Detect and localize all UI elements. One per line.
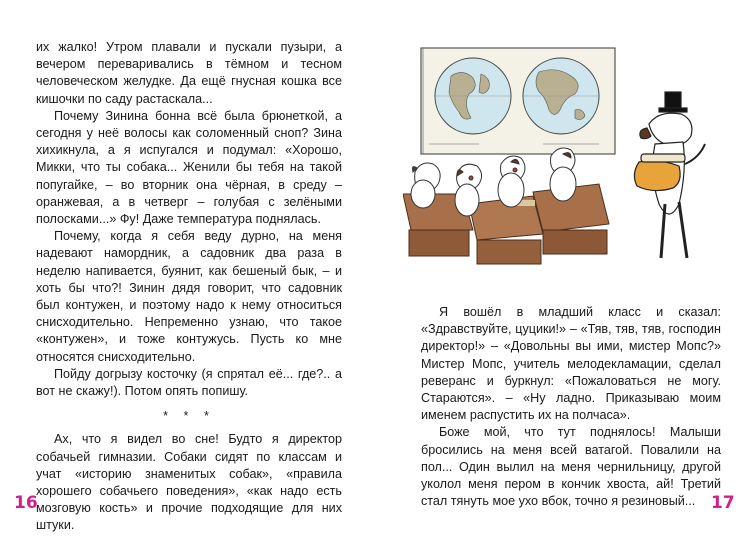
paragraph: Боже мой, что тут поднялось! Малыши бросились на меня всей ватагой. Повалили на пол... Один вылил на меня чернильницу, другой уколол меня пером в кончик хвоста, ай! Третий стал тянуть мое ухо вбок, точно я резиновый... (421, 425, 721, 509)
paragraph: Я вошёл в младший класс и сказал: «Здравствуйте, цуцики!» – «Тяв, тяв, тяв, господин директор!» – «Довольны вы ими, мистер Мопс?» Мистер Мопс, учитель мелодекламации, сделал реверанс и буркнул: «Пожаловаться не могу. Стараются». – «Ну ладно. Приказываю моим именем распустить их на полчаса». (421, 305, 721, 423)
classroom-illustration (403, 44, 725, 280)
paragraph: Ах, что я видел во сне! Будто я директор собачьей гимназии. Собаки сидят по классам и учат «историю знаменитых собак», «правила хорошего собачьего поведения», «как надо есть мозговую кость» и прочие подходящие для них штуки. (36, 432, 342, 533)
section-separator: * * * (163, 409, 215, 424)
paragraph: Пойду догрызу косточку (я спрятал её... где?.. а вот не скажу!). Потом опять попишу. (36, 366, 342, 399)
page-number-right: 17 (711, 493, 735, 513)
paragraph: Почему, когда я себя веду дурно, на меня надевают намордник, а садовник два раза в неделю напивается, буянит, как бешеный бык, – и хоть бы что?! Зинин дядя говорит, что садовник был контужен, и поэтому надо к нему относиться снисходительно. Непременно узнаю, что такое «контужен», и тоже контужусь. Пусть ко мне относятся снисходительно. (36, 229, 342, 364)
right-text-column (421, 304, 721, 510)
world-map-image (421, 48, 615, 154)
teacher-dog (634, 92, 705, 258)
right-page (375, 0, 750, 544)
paragraph: их жалко! Утром плавали и пускали пузыри, а вечером переваривались в тёмном и тесном человеческом желудке. Да ещё гнусная кошка все кишочки по саду растаскала... (36, 40, 342, 106)
left-text-column (36, 39, 342, 535)
paragraph: Почему Зинина бонна всё была брюнеткой, а сегодня у неё волосы как соломенный сноп? Зина хихикнула, а я испугался и подумал: «Хорошо, Микки, что ты собака... Женили бы тебя на такой попугайке, – во вторник она чёрная, в среду – оранжевая, а в четверг – голубая с зелёными полосками...» Фу! Даже температура поднялась. (36, 108, 342, 227)
page-number-left: 16 (14, 493, 38, 513)
